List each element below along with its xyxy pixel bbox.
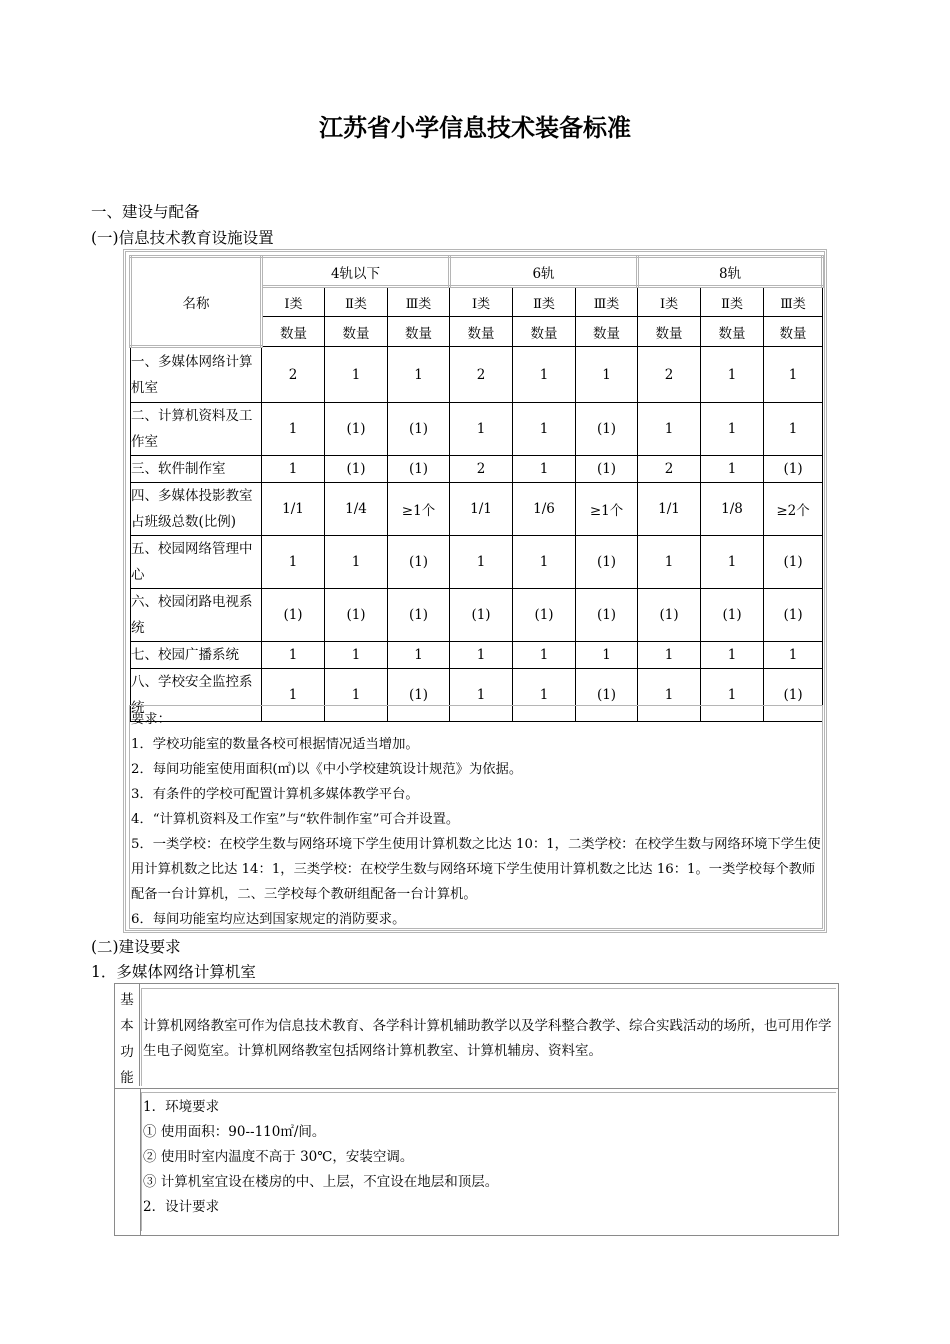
facility-quantity: 2 (450, 347, 513, 403)
class-header: Ⅰ类 (262, 287, 325, 317)
facility-quantity: (1) (764, 456, 823, 483)
facility-quantity: (1) (325, 456, 388, 483)
facility-quantity: 1 (701, 347, 764, 403)
facility-quantity: 1 (701, 403, 764, 456)
requirement-line: 5．一类学校：在校学生数与网络环境下学生使用计算机数之比达 10：1，二类学校：在校学生数与网络环境下学生使用计算机数之比达 14：1，三类学校：在校学生数与网络环境下学生使用计算机数之比达 16：1。一类学校每个教师配备一台计算机，二、三学校每个教研组配备一台计算机。 (131, 837, 821, 902)
facility-quantity: (1) (388, 403, 450, 456)
facility-quantity: (1) (388, 669, 450, 722)
detail-line: ① 使用面积：90--110㎡/间。 (143, 1124, 326, 1140)
class-header: Ⅰ类 (638, 287, 701, 317)
facility-quantity: (1) (388, 589, 450, 642)
facility-quantity: 1 (576, 642, 638, 669)
name-header: 名称 (131, 257, 262, 347)
class-header: Ⅱ类 (513, 287, 576, 317)
facility-quantity: 1 (638, 536, 701, 589)
class-header: Ⅲ类 (388, 287, 450, 317)
facility-name: 八、学校安全监控系统 (131, 669, 262, 722)
facility-quantity: 2 (638, 347, 701, 403)
facility-quantity: (1) (638, 589, 701, 642)
facility-name: 七、校园广播系统 (131, 642, 262, 669)
facility-quantity: 1 (388, 642, 450, 669)
facility-quantity: (1) (325, 589, 388, 642)
quantity-header: 数量 (638, 317, 701, 347)
facility-quantity: 1/1 (262, 483, 325, 536)
requirement-line: 1．学校功能室的数量各校可根据情况适当增加。 (131, 737, 419, 752)
table-row (131, 536, 823, 589)
requirement-line: 6．每间功能室均应达到国家规定的消防要求。 (131, 912, 406, 927)
table-row (131, 642, 823, 669)
item-heading-multimedia-room: 1．多媒体网络计算机室 (91, 963, 256, 981)
class-header: Ⅲ类 (576, 287, 638, 317)
facility-quantity: (1) (450, 589, 513, 642)
facility-quantity: 1 (325, 669, 388, 722)
facility-quantity: 1/6 (513, 483, 576, 536)
facility-quantity: 1 (701, 642, 764, 669)
requirement-line: 2．每间功能室使用面积(㎡)以《中小学校建筑设计规范》为依据。 (131, 762, 523, 777)
rail-header: 8轨 (638, 257, 823, 287)
facility-quantity: 2 (450, 456, 513, 483)
facility-quantity: ≥2个 (764, 483, 823, 536)
facility-quantity: 2 (638, 456, 701, 483)
facility-quantity: 1 (513, 669, 576, 722)
facility-name: 三、软件制作室 (131, 456, 262, 483)
facility-quantity: (1) (576, 536, 638, 589)
facility-quantity: (1) (576, 403, 638, 456)
table-row (131, 456, 823, 483)
section-heading-construction: 一、建设与配备 (91, 203, 200, 221)
facility-quantity: (1) (764, 669, 823, 722)
facility-quantity: 1 (638, 403, 701, 456)
facility-quantity: (1) (262, 589, 325, 642)
quantity-header: 数量 (513, 317, 576, 347)
facility-quantity: 1 (325, 536, 388, 589)
facility-quantity: 1/8 (701, 483, 764, 536)
detail-line: ② 使用时室内温度不高于 30℃，安装空调。 (143, 1149, 414, 1165)
class-header: Ⅱ类 (701, 287, 764, 317)
facility-quantity: ≥1个 (576, 483, 638, 536)
facility-quantity: 1 (701, 669, 764, 722)
facility-quantity: 1 (764, 347, 823, 403)
class-header: Ⅱ类 (325, 287, 388, 317)
facility-quantity: 1 (701, 456, 764, 483)
facility-quantity: 1/1 (638, 483, 701, 536)
facility-quantity: 1 (638, 669, 701, 722)
facility-name: 六、校园闭路电视系统 (131, 589, 262, 642)
quantity-header: 数量 (262, 317, 325, 347)
facility-quantity: 1 (513, 403, 576, 456)
facility-quantity: ≥1个 (388, 483, 450, 536)
facility-name: 五、校园网络管理中心 (131, 536, 262, 589)
requirements-notes (129, 705, 823, 929)
table-row (131, 403, 823, 456)
class-header: Ⅰ类 (450, 287, 513, 317)
quantity-header: 数量 (450, 317, 513, 347)
facility-quantity: 1 (262, 642, 325, 669)
facility-quantity: 1 (325, 642, 388, 669)
facility-quantity: 1 (262, 536, 325, 589)
facility-quantity: 1 (450, 536, 513, 589)
table-row (131, 347, 823, 403)
class-header: Ⅲ类 (764, 287, 823, 317)
page-title: 江苏省小学信息技术装备标准 (319, 114, 631, 142)
subsection-heading-requirements: (二)建设要求 (91, 938, 181, 956)
rail-header: 4轨以下 (262, 257, 450, 287)
facility-quantity: (1) (701, 589, 764, 642)
facility-quantity: (1) (325, 403, 388, 456)
facility-quantity: 1 (513, 456, 576, 483)
facility-quantity: 1 (513, 536, 576, 589)
table-row (131, 589, 823, 642)
facility-quantity: 1 (576, 347, 638, 403)
facility-quantity: 1 (450, 642, 513, 669)
facility-quantity: (1) (388, 536, 450, 589)
facility-quantity: (1) (576, 669, 638, 722)
detail-line: ③ 计算机室宜设在楼房的中、上层，不宜设在地层和顶层。 (143, 1174, 499, 1190)
quantity-header: 数量 (576, 317, 638, 347)
facilities-grid (129, 255, 824, 722)
facility-quantity: 1 (513, 642, 576, 669)
facility-quantity: 2 (262, 347, 325, 403)
table-row (131, 483, 823, 536)
facility-name: 一、多媒体网络计算机室 (131, 347, 262, 403)
subsection-heading-facilities: (一)信息技术教育设施设置 (91, 229, 274, 247)
facility-name: 二、计算机资料及工作室 (131, 403, 262, 456)
multimedia-room-table (114, 983, 839, 1236)
detail-line: 2．设计要求 (143, 1199, 220, 1215)
facility-quantity: 1 (764, 642, 823, 669)
quantity-header: 数量 (388, 317, 450, 347)
facility-quantity: (1) (576, 589, 638, 642)
facility-quantity: 1 (513, 347, 576, 403)
detail-requirements (141, 1092, 836, 1231)
quantity-header: 数量 (701, 317, 764, 347)
facility-quantity: 1 (450, 669, 513, 722)
requirement-line: 3．有条件的学校可配置计算机多媒体教学平台。 (131, 787, 419, 802)
facility-quantity: 1 (262, 669, 325, 722)
facility-quantity: (1) (764, 589, 823, 642)
facility-name: 四、多媒体投影教室占班级总数(比例) (131, 483, 262, 536)
facility-quantity: 1/4 (325, 483, 388, 536)
detail-line: 1．环境要求 (143, 1099, 220, 1115)
facility-quantity: (1) (513, 589, 576, 642)
facility-quantity: 1 (701, 536, 764, 589)
basic-function-label: 基 本 功 能 (115, 984, 140, 1086)
detail-label-cell (115, 1089, 141, 1235)
facility-quantity: 1/1 (450, 483, 513, 536)
facility-quantity: 1 (764, 403, 823, 456)
facility-quantity: 1 (388, 347, 450, 403)
facility-quantity: 1 (325, 347, 388, 403)
facility-quantity: (1) (576, 456, 638, 483)
facility-quantity: 1 (262, 403, 325, 456)
requirement-line: 要求： (131, 712, 171, 727)
basic-function-text: 计算机网络教室可作为信息技术教育、各学科计算机辅助教学以及学科整合教学、综合实践活动的场所，也可用作学生电子阅览室。计算机网络教室包括网络计算机教室、计算机辅房、资料室。 (141, 988, 836, 1086)
quantity-header: 数量 (764, 317, 823, 347)
facilities-table (123, 249, 827, 933)
rail-header: 6轨 (450, 257, 638, 287)
facility-quantity: 1 (450, 403, 513, 456)
facility-quantity: (1) (764, 536, 823, 589)
facility-quantity: 1 (638, 642, 701, 669)
requirement-line: 4．“计算机资料及工作室”与“软件制作室”可合并设置。 (131, 812, 460, 827)
facility-quantity: 1 (262, 456, 325, 483)
divider (115, 1088, 838, 1089)
quantity-header: 数量 (325, 317, 388, 347)
facility-quantity: (1) (388, 456, 450, 483)
